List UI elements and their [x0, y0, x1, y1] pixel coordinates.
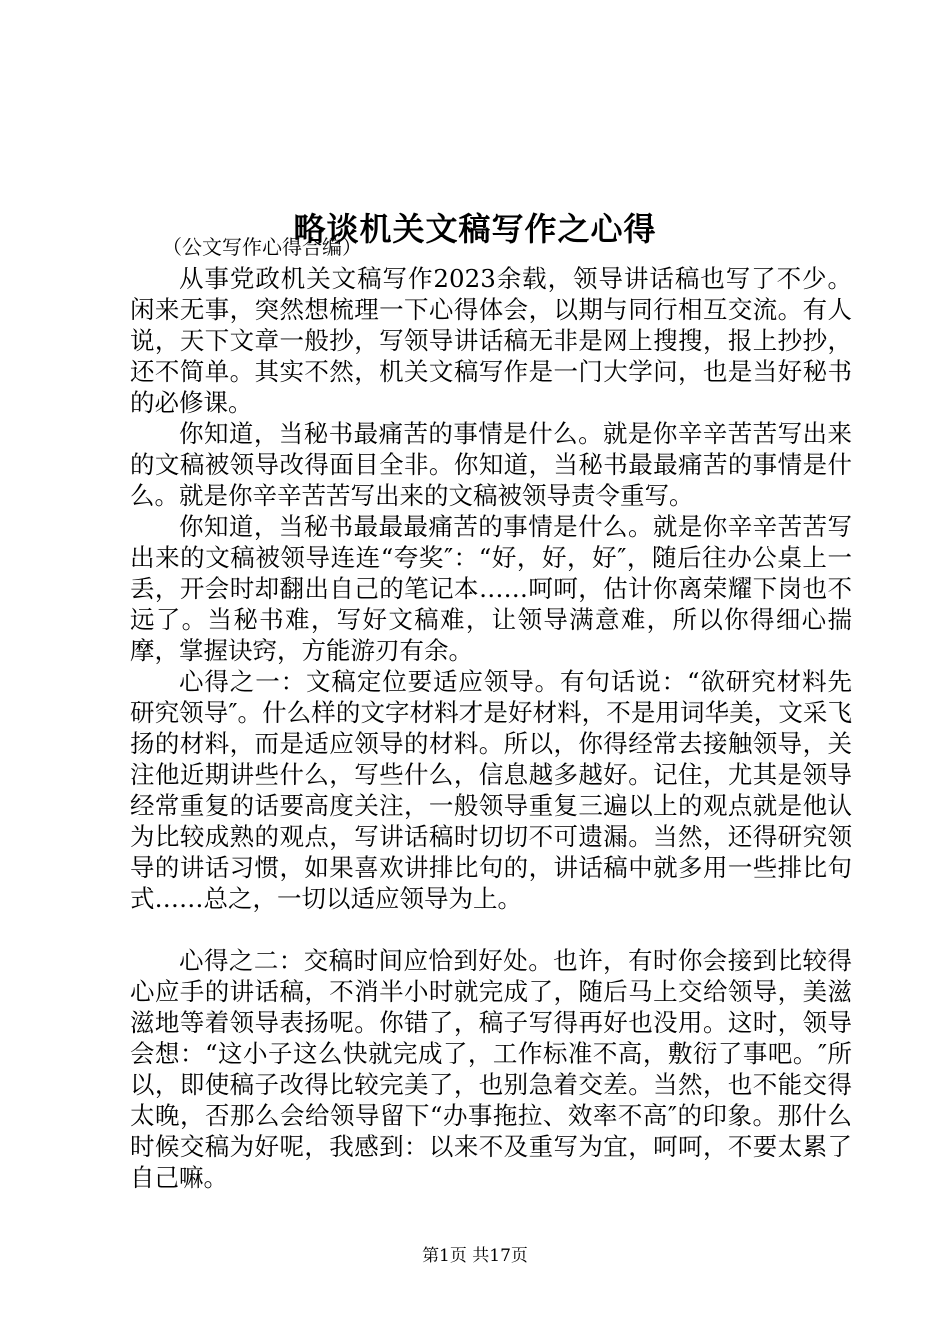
document-title: 略谈机关文稿写作之心得: [293, 210, 657, 249]
document-subtitle: （公文写作心得合编）: [162, 235, 362, 259]
paragraph-tip-2: 心得之二：交稿时间应恰到好处。也许，有时你会接到比较得心应手的讲话稿，不消半小时就完成了，随后马上交给领导，美滋滋地等着领导表扬呢。你错了，稿子写得再好也没用。这时，领导会想：“这小子这么快就完成了，工作标准不高，敷衍了事吧。″所以，即使稿子改得比较完美了，也别急着交差。当然，也不能交得太晚，否那么会给领导留下“办事拖拉、效率不高″的印象。那什么时候交稿为好呢，我感到：以来不及重写为宜，呵呵，不要太累了自己嘛。: [130, 946, 852, 1192]
document-body: [130, 232, 852, 1193]
paragraph-pain-2: 你知道，当秘书最最最痛苦的事情是什么。就是你辛辛苦苦写出来的文稿被领导连连“夸奖″：“好，好，好″，随后往办公桌上一丢，开会时却翻出自己的笔记本……呵呵，估计你离荣耀下岗也不远了。当秘书难，写好文稿难，让领导满意难，所以你得细心揣摩，掌握诀窍，方能游刃有余。: [130, 512, 852, 665]
paragraph-pain-1: 你知道，当秘书最痛苦的事情是什么。就是你辛辛苦苦写出来的文稿被领导改得面目全非。你知道，当秘书最最痛苦的事情是什么。就是你辛辛苦苦写出来的文稿被领导责令重写。: [130, 419, 852, 510]
page-number: 第1页: [422, 1246, 467, 1266]
paragraph-spacer: [130, 914, 852, 945]
page-total: 共17页: [472, 1246, 528, 1266]
page-footer: [0, 1244, 950, 1268]
paragraph-tip-1: 心得之一：文稿定位要适应领导。有句话说：“欲研究材料先研究领导″。什么样的文字材料才是好材料，不是用词华美，文采飞扬的材料，而是适应领导的材料。所以，你得经常去接触领导，关注他近期讲些什么，写些什么，信息越多越好。记住，尤其是领导经常重复的话要高度关注，一般领导重复三遍以上的观点就是他认为比较成熟的观点，写讲话稿时切切不可遗漏。当然，还得研究领导的讲话习惯，如果喜欢讲排比句的，讲话稿中就多用一些排比句式……总之，一切以适应领导为上。: [130, 667, 852, 913]
paragraph-intro: 从事党政机关文稿写作2023余载，领导讲话稿也写了不少。闲来无事，突然想梳理一下心得体会，以期与同行相互交流。有人说，天下文章一般抄，写领导讲话稿无非是网上搜搜，报上抄抄，还不简单。其实不然，机关文稿写作是一门大学问，也是当好秘书的必修课。: [130, 264, 852, 417]
